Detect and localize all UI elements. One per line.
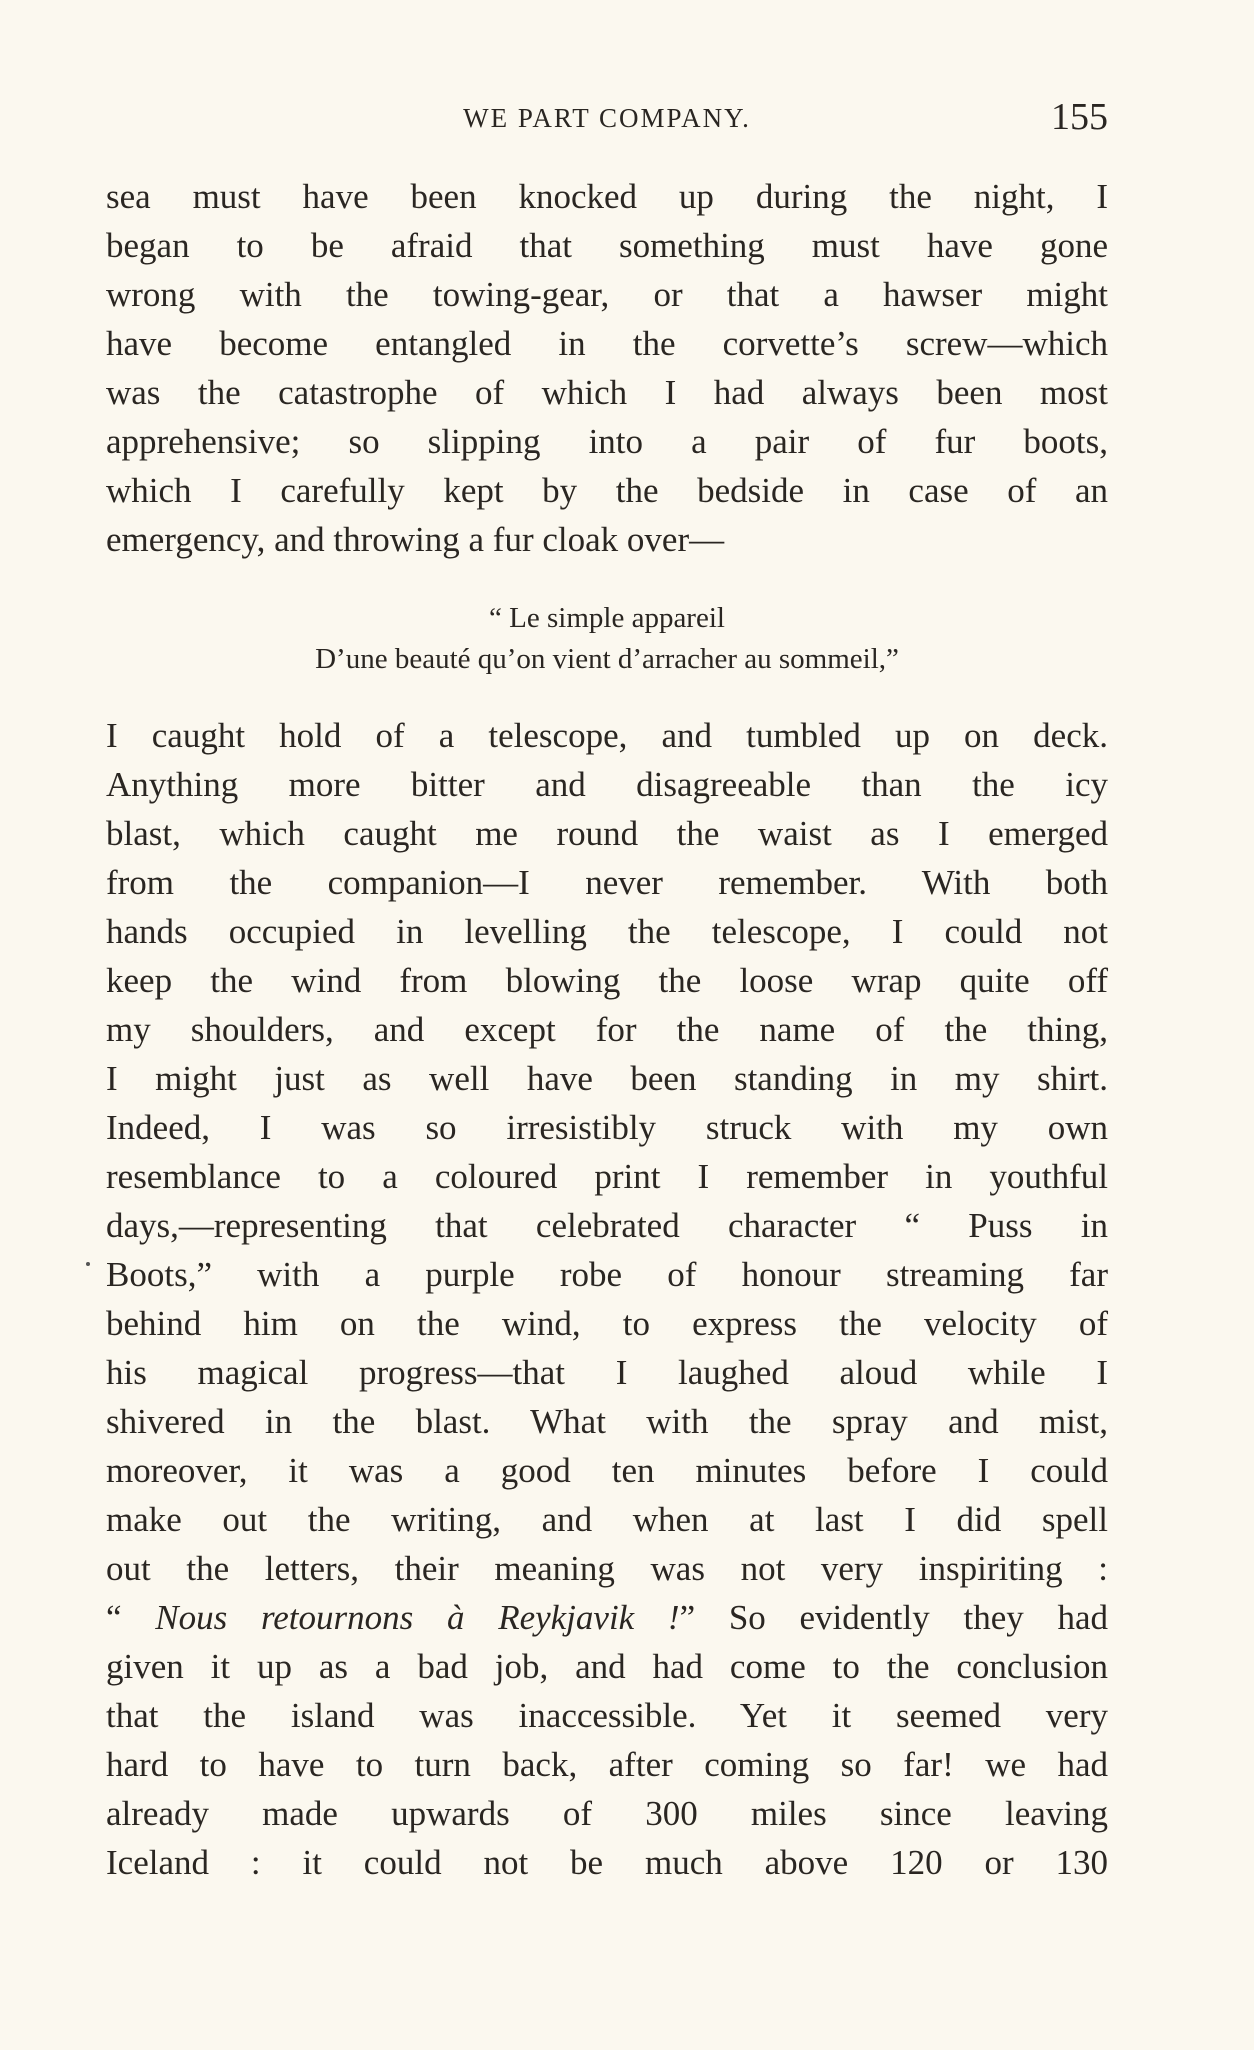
text-line: sea must have been knocked up during the night, I bbox=[106, 177, 1108, 216]
paragraph-1 bbox=[106, 172, 1108, 564]
text-line: apprehensive; so slipping into a pair of fur boots, bbox=[106, 422, 1108, 461]
text-line: which I carefully kept by the bedside in case of an bbox=[106, 471, 1108, 510]
quote-line: “ Le simple appareil bbox=[489, 602, 725, 634]
text-line: days,—representing that celebrated character “ Puss in bbox=[106, 1206, 1108, 1245]
page-header bbox=[106, 95, 1108, 145]
text-line: Indeed, I was so irresistibly struck with my own bbox=[106, 1108, 1108, 1147]
text-line: make out the writing, and when at last I did spell bbox=[106, 1500, 1108, 1539]
italic-text-line bbox=[106, 1593, 1108, 1642]
text-line: Boots,” with a purple robe of honour streaming far bbox=[106, 1255, 1108, 1294]
text-line: from the companion—I never remember. With both bbox=[106, 863, 1108, 902]
page-number: 155 bbox=[1051, 96, 1108, 138]
text-line: Iceland : it could not be much above 120 or 130 bbox=[106, 1843, 1108, 1882]
text-line: resemblance to a coloured print I remember in youthful bbox=[106, 1157, 1108, 1196]
italic-phrase: Nous retournons à Reykjavik ! bbox=[155, 1598, 680, 1637]
text-line: his magical progress—that I laughed aloud while I bbox=[106, 1353, 1108, 1392]
text-line: behind him on the wind, to express the velocity of bbox=[106, 1304, 1108, 1343]
text-line: was the catastrophe of which I had always been most bbox=[106, 373, 1108, 412]
quote-line: D’une beauté qu’on vient d’arracher au sommeil,” bbox=[315, 643, 899, 675]
text-line: I caught hold of a telescope, and tumbled up on deck. bbox=[106, 716, 1108, 755]
text-line: hard to have to turn back, after coming so far! we had bbox=[106, 1745, 1108, 1784]
text-line: wrong with the towing-gear, or that a hawser might bbox=[106, 275, 1108, 314]
text-line: moreover, it was a good ten minutes before I could bbox=[106, 1451, 1108, 1490]
verse-quotation bbox=[106, 598, 1108, 680]
text-line: blast, which caught me round the waist as I emerged bbox=[106, 814, 1108, 853]
text-line: out the letters, their meaning was not very inspiriting : bbox=[106, 1549, 1108, 1588]
open-quote: “ bbox=[106, 1598, 156, 1637]
print-speck bbox=[86, 1262, 90, 1266]
text-line: keep the wind from blowing the loose wrap quite off bbox=[106, 961, 1108, 1000]
text-line: Anything more bitter and disagreeable than the icy bbox=[106, 765, 1108, 804]
text-line: emergency, and throwing a fur cloak over— bbox=[106, 520, 725, 559]
text-line: given it up as a bad job, and had come to the conclusion bbox=[106, 1647, 1108, 1686]
text-line: have become entangled in the corvette’s screw—which bbox=[106, 324, 1108, 363]
text-line: already made upwards of 300 miles since leaving bbox=[106, 1794, 1108, 1833]
text-line: began to be afraid that something must have gone bbox=[106, 226, 1108, 265]
text-line: hands occupied in levelling the telescope, I could not bbox=[106, 912, 1108, 951]
line-continuation: ” So evidently they had bbox=[679, 1598, 1108, 1637]
text-line: I might just as well have been standing in my shirt. bbox=[106, 1059, 1108, 1098]
paragraph-2 bbox=[106, 711, 1108, 1887]
text-line: shivered in the blast. What with the spray and mist, bbox=[106, 1402, 1108, 1441]
text-line: my shoulders, and except for the name of the thing, bbox=[106, 1010, 1108, 1049]
running-title: WE PART COMPANY. bbox=[463, 103, 751, 133]
text-line: that the island was inaccessible. Yet it seemed very bbox=[106, 1696, 1108, 1735]
